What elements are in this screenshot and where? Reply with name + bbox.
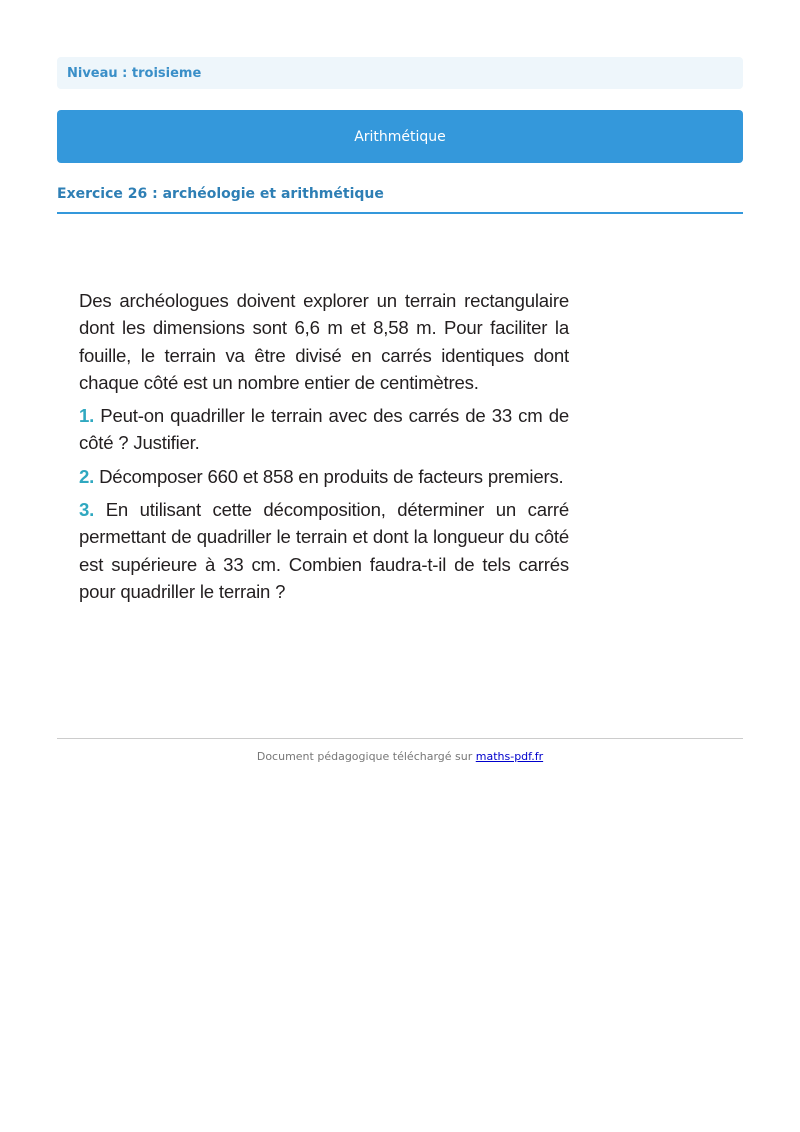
question-2-number: 2. (79, 465, 95, 487)
footer-link[interactable]: maths-pdf.fr (475, 750, 544, 763)
level-box (57, 57, 743, 89)
question-3 (79, 496, 569, 605)
topic-banner (57, 110, 743, 163)
topic-title: Arithmétique (354, 128, 446, 145)
question-1-text: Peut-on quadriller le terrain avec des carrés de 33 cm de côté ? Justifier. (79, 405, 569, 454)
footer-text: Document pédagogique téléchargé sur (256, 750, 476, 763)
question-1-number: 1. (79, 405, 95, 427)
question-2 (79, 463, 569, 490)
question-3-text: En utilisant cette décomposition, déterminer un carré permettant de quadriller le terrain et dont la longueur du côté est supérieure à 33 cm. Combien faudra-t-il de tels carrés pour quadriller le terrain ? (79, 499, 569, 602)
footer-divider (57, 738, 743, 739)
exercise-statement (79, 287, 569, 611)
exercise-title: Exercice 26 : archéologie et arithmétique (57, 186, 743, 214)
question-1 (79, 402, 569, 457)
question-2-text: Décomposer 660 et 858 en produits de facteurs premiers. (99, 465, 564, 487)
question-3-number: 3. (79, 499, 95, 521)
footer (0, 750, 800, 763)
exercise-intro: Des archéologues doivent explorer un terrain rectangulaire dont les dimensions sont 6,6 m et 8,58 m. Pour faciliter la fouille, le terrain va être divisé en carrés identiques dont chaque côté est un nombre entier de centimètres. (79, 290, 569, 393)
level-label: Niveau : troisieme (67, 65, 202, 81)
